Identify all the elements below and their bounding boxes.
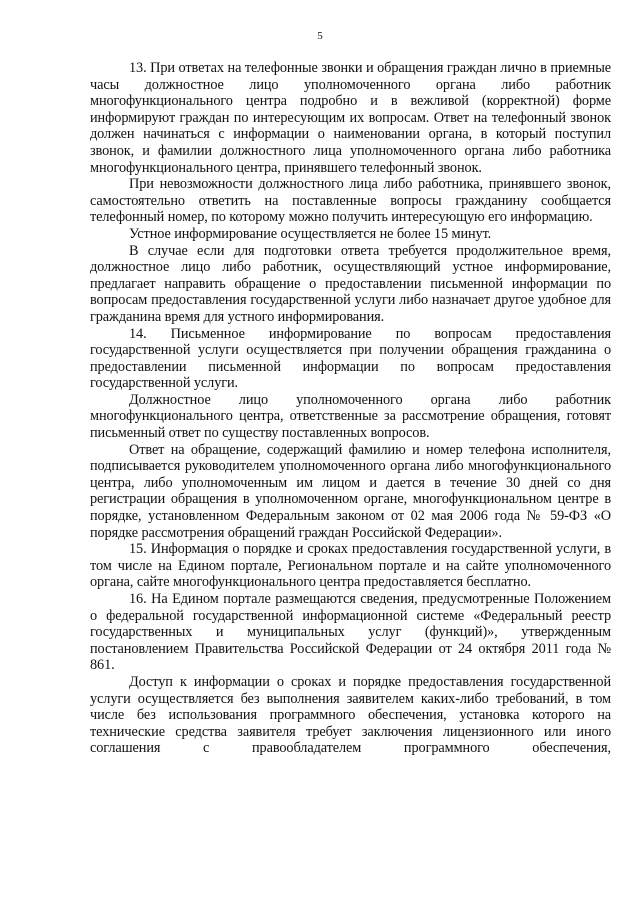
- document-body: [90, 60, 611, 757]
- paragraph-long-answer: В случае если для подготовки ответа требуется продолжительное время, должностное лицо либо работник, осуществляющий устное информирование, предлагает направить обращение о предоставлении письменной информации по вопросам предоставления государственной услуги либо назначает другое удобное для гражданина время для устного информирования.: [90, 242, 611, 325]
- paragraph-answer-signing: Ответ на обращение, содержащий фамилию и номер телефона исполнителя, подписывается руководителем уполномоченного органа либо многофункционального центра, либо уполномоченным им лицом и дается в течение 30 дней со дня регистрации обращения в уполномоченном органе, многофункциональном центре в порядке, установленном Федеральным законом от 02 мая 2006 года № 59-ФЗ «О порядке рассмотрения обращений граждан Российской Федерации».: [90, 441, 611, 541]
- page-number: 5: [317, 30, 323, 42]
- paragraph-oral-duration: Устное информирование осуществляется не более 15 минут.: [129, 225, 492, 242]
- paragraph-14-written-info: 14. Письменное информирование по вопросам предоставления государственной услуги осуществляется при получении обращения гражданина о предоставлении письменной информации по вопросам предоставления государственной услуги.: [90, 325, 611, 392]
- paragraph-15-free-info: 15. Информация о порядке и сроках предоставления государственной услуги, в том числе на Едином портале, Региональном портале и на сайте уполномоченного органа, сайте многофункционального центра предоставляется бесплатно.: [90, 541, 611, 591]
- paragraph-unable-to-answer: При невозможности должностного лица либо работника, принявшего звонок, самостоятельно ответить на поставленные вопросы гражданину сообщается телефонный номер, по которому можно получить интересующую его информацию.: [90, 176, 611, 226]
- paragraph-13-telephone-answers: 13. При ответах на телефонные звонки и обращения граждан лично в приемные часы должностное лицо уполномоченного органа либо работник многофункционального центра подробно и в вежливой (корректной) форме информируют граждан по интересующим их вопросам. Ответ на телефонный звонок должен начинаться с информации о наименовании органа, в который поступил звонок, и фамилии должностного лица уполномоченного органа либо работника многофункционального центра, принявшего телефонный звонок.: [90, 60, 611, 176]
- paragraph-16-unified-portal: 16. На Едином портале размещаются сведения, предусмотренные Положением о федеральной государственной информационной системе «Федеральный реестр государственных и муниципальных услуг (функций)», утвержденным постановлением Правительства Российской Федерации от 24 октября 2011 года № 861.: [90, 591, 611, 674]
- paragraph-access-to-info: Доступ к информации о сроках и порядке предоставления государственной услуги осуществляется без выполнения заявителем каких-либо требований, в том числе без использования программного обеспечения, установка которого на технические средства заявителя требует заключения лицензионного или иного соглашения с правообладателем программного обеспечения,: [90, 673, 611, 757]
- paragraph-written-answer-prep: Должностное лицо уполномоченного органа либо работник многофункционального центра, ответственные за рассмотрение обращения, готовят письменный ответ по существу поставленных вопросов.: [90, 391, 611, 442]
